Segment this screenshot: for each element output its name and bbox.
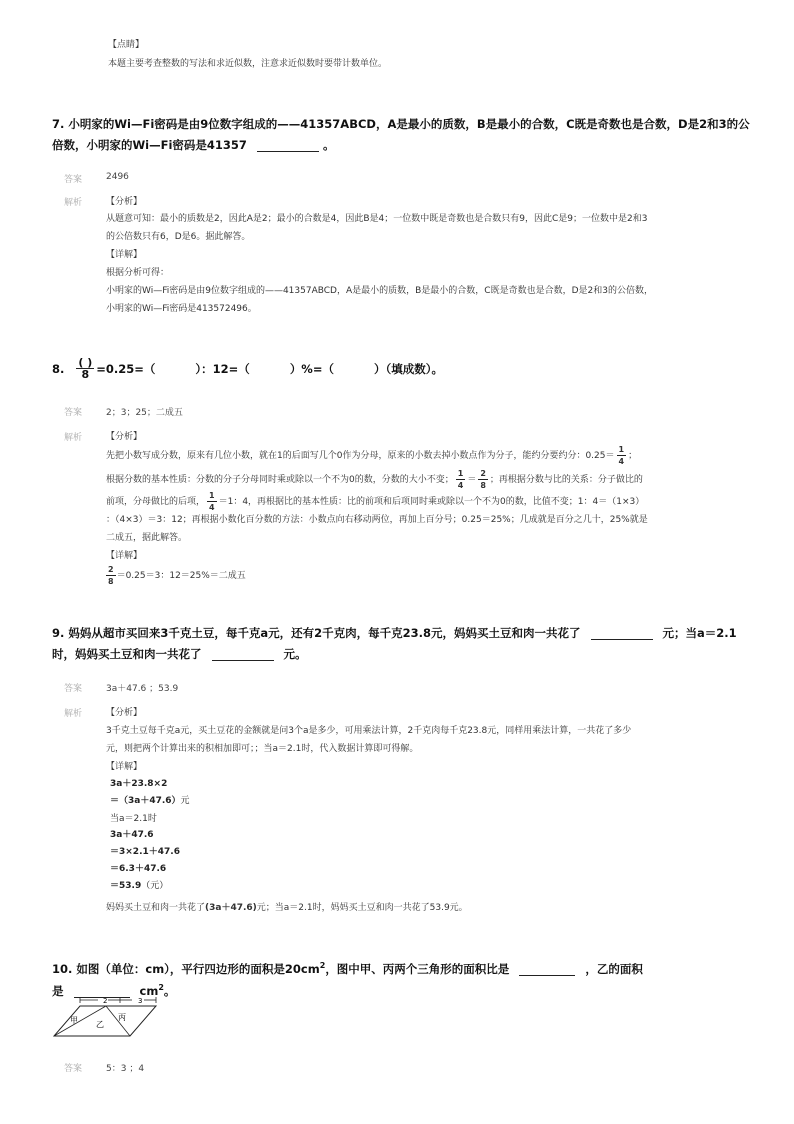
q7-detail-2: 小明家的Wi—Fi密码是由9位数字组成的——41357ABCD，A是最小的质数，B是最小的合数，C既是奇数也是合数，D是2和3的公倍数，	[106, 286, 653, 296]
q8-a2-eq: ＝	[467, 474, 477, 485]
q8-a3-frac	[207, 490, 217, 513]
q10-line1-mid: ，图中甲、丙两个三角形的面积比是	[325, 962, 510, 976]
q9-line2-text: 时，妈妈买土豆和肉一共花了	[52, 647, 202, 661]
q9-math-7-unit: （元）	[141, 881, 169, 891]
q9-analysis-2: 元，则把两个计算出来的积相加即可；；当a＝2.1时，代入数据计算即可得解。	[106, 744, 419, 754]
fig-label-bing: 丙	[118, 1013, 126, 1022]
q9-line2	[52, 643, 307, 665]
q8-analysis-label: 解析	[64, 433, 83, 443]
q9-answer-label: 答案	[64, 684, 83, 694]
q8-a3-text: 前项，分母做比的后项，	[106, 496, 206, 507]
q9-math-7	[110, 878, 168, 895]
fig-label-yi: 乙	[96, 1020, 104, 1029]
q9-detail-end	[106, 899, 468, 917]
q9-analysis-label: 解析	[64, 709, 83, 719]
q10-line2-sup: 2	[158, 983, 164, 992]
q9-blank-1[interactable]	[591, 627, 653, 640]
q9-math-4: 3a＋47.6	[110, 830, 154, 840]
dianjing-text: 本题主要考查整数的写法和求近似数，注意求近似数时要带计数单位。	[108, 59, 388, 69]
q8-line	[52, 357, 443, 380]
q9-detail-end-c: 元；当a＝2.1时，妈妈买土豆和肉一共花了53.9元。	[256, 903, 468, 913]
q8-a2-frac2	[478, 468, 488, 491]
q9-math-7-expr: ＝53.9	[110, 881, 142, 891]
q10-line2-end: cm	[139, 984, 159, 998]
q8-analysis-3	[106, 490, 644, 513]
q8-a1-fd: 4	[618, 457, 625, 466]
q8-analysis-5: 二成五，据此解答。	[106, 533, 188, 543]
q8-fraction	[76, 357, 94, 380]
q8-a1-fn: 1	[618, 445, 625, 454]
q9-detail-end-a: 妈妈买土豆和肉一共花了	[106, 903, 206, 913]
q8-num: 8.	[52, 361, 65, 376]
q7-analysis-label: 解析	[64, 198, 83, 208]
q9-blank-2[interactable]	[212, 648, 274, 661]
q8-frac-den: 8	[81, 368, 90, 381]
q9-math-6: ＝6.3＋47.6	[110, 864, 167, 874]
q8-d-fn: 2	[108, 565, 114, 574]
q9-math-2-expr: ＝（3a＋47.6）	[110, 796, 181, 806]
q9-analysis-1: 3千克土豆每千克a元，买土豆花的金额就是问3个a是多少，可用乘法计算，2千克肉每千克23.8元，同样用乘法计算，一共花了多少	[106, 726, 632, 736]
q7-blank[interactable]	[257, 139, 319, 152]
q9-line2-end: 元。	[283, 647, 307, 661]
q8-a2-f1d: 4	[457, 481, 464, 490]
q8-a3-fn: 1	[209, 491, 215, 500]
q8-a2-f2d: 8	[480, 481, 486, 490]
q8-analysis-2	[106, 468, 643, 491]
q7-analysis-tag: 【分析】	[106, 197, 143, 207]
q10-blank-1[interactable]	[519, 963, 575, 976]
q9-line1-end: 元；当a＝2.1	[662, 626, 737, 640]
q8-a2-frac1	[456, 468, 466, 491]
q8-p3: ）%=（	[289, 361, 334, 376]
q7-line2-text: 倍数，小明家的Wi—Fi密码是41357	[52, 138, 247, 152]
q8-a2-text: 根据分数的基本性质：分数的分子分母同时乘或除以一个不为0的数，分数的大小不变；	[106, 474, 454, 485]
q8-a1-end: ；	[628, 450, 638, 461]
q8-a2-f1n: 1	[457, 469, 464, 478]
q10-answer-label: 答案	[64, 1064, 83, 1074]
q9-math-2-unit: 元	[180, 796, 190, 806]
q10-line1-text: 10. 如图（单位：cm），平行四边形的面积是20cm	[52, 962, 320, 976]
q8-answer: 2；3；25；二成五	[106, 408, 183, 418]
dianjing-tag: 【点睛】	[108, 40, 145, 50]
q8-analysis-tag: 【分析】	[106, 432, 143, 442]
q9-analysis-tag: 【分析】	[106, 708, 143, 718]
fig-label-3: 3	[138, 997, 143, 1005]
q7-line2	[52, 134, 334, 156]
q9-line1-text: 9. 妈妈从超市买回来3千克土豆，每千克a元，还有2千克肉，每千克23.8元，妈妈买土豆和肉一共花了	[52, 626, 581, 640]
q9-detail-tag: 【详解】	[106, 762, 143, 772]
q8-p4: ）（填成数）。	[373, 361, 443, 376]
q7-detail-tag: 【详解】	[106, 250, 143, 260]
q10-line2-dot: 。	[163, 984, 176, 998]
q8-p1: =0.25=（	[96, 361, 156, 376]
q8-a3-fd: 4	[209, 503, 215, 512]
q8-a1-text: 先把小数写成分数，原来有几位小数，就在1的后面写几个0作为分母，原来的小数去掉小数点作为分子，能约分要约分：0.25＝	[106, 450, 615, 461]
q7-analysis-1: 从题意可知：最小的质数是2，因此A是2；最小的合数是4，因此B是4；一位数中既是奇数也是合数只有9，因此C是9；一位数中是2和3	[106, 214, 648, 224]
q8-detail-1	[106, 564, 246, 587]
q9-math-3: 当a＝2.1时	[110, 814, 157, 824]
q10-answer: 5：3 ；4	[106, 1064, 145, 1074]
q8-d-frac	[106, 564, 116, 587]
q7-answer: 2496	[106, 172, 129, 182]
q8-d-fd: 8	[108, 577, 114, 586]
q8-frac-num: ( )	[78, 356, 93, 369]
q8-answer-label: 答案	[64, 408, 83, 418]
q8-a2-end: ；再根据分数与比的关系：分子做比的	[489, 474, 643, 485]
q7-analysis-2: 的公倍数只有6，D是6。据此解答。	[106, 232, 251, 242]
q8-detail-tag: 【详解】	[106, 551, 143, 561]
q8-p2: ）：12=（	[195, 361, 250, 376]
q7-line2-end: 。	[322, 138, 335, 152]
q8-a2-f2n: 2	[480, 469, 486, 478]
q9-answer: 3a＋47.6 ；53.9	[106, 684, 179, 694]
q7-line1: 7. 小明家的Wi—Fi密码是由9位数字组成的——41357ABCD，A是最小的质数，B是最小的合数，C既是奇数也是合数，D是2和3的公	[52, 117, 750, 131]
fig-label-2: 2	[103, 997, 108, 1005]
q9-math-5: ＝3×2.1＋47.6	[110, 847, 180, 857]
q9-math-2	[110, 793, 190, 810]
q10-line1	[52, 958, 643, 980]
q7-detail-1: 根据分析可得：	[106, 268, 170, 278]
q10-line2-text: 是	[52, 984, 64, 998]
parallelogram-figure	[52, 996, 172, 1040]
q8-a1-frac	[617, 444, 627, 467]
q8-a3-end: ＝1：4，再根据比的基本性质：比的前项和后项同时乘或除以一个不为0的数，比值不变；1：4＝（1×3）	[218, 496, 645, 507]
q9-detail-end-b: (3a＋47.6)	[205, 903, 257, 913]
q8-analysis-1	[106, 444, 637, 467]
q7-answer-label: 答案	[64, 175, 83, 185]
fig-label-jia: 甲	[70, 1016, 78, 1025]
parallelogram-diagram	[52, 996, 172, 1040]
q9-line1	[52, 622, 737, 644]
q10-line1-sup: 2	[319, 961, 326, 970]
q8-d1-text: ＝0.25＝3：12＝25%＝二成五	[116, 570, 246, 581]
q8-analysis-4: ：（4×3）＝3：12；再根据小数化百分数的方法：小数点向右移动两位，再加上百分号；0.25＝25%；几成就是百分之几十，25%就是	[106, 515, 648, 525]
q10-line1-end: ，乙的面积	[585, 962, 643, 976]
q7-detail-3: 小明家的Wi—Fi密码是413572496。	[106, 304, 257, 314]
q9-math-1: 3a＋23.8×2	[110, 779, 168, 789]
